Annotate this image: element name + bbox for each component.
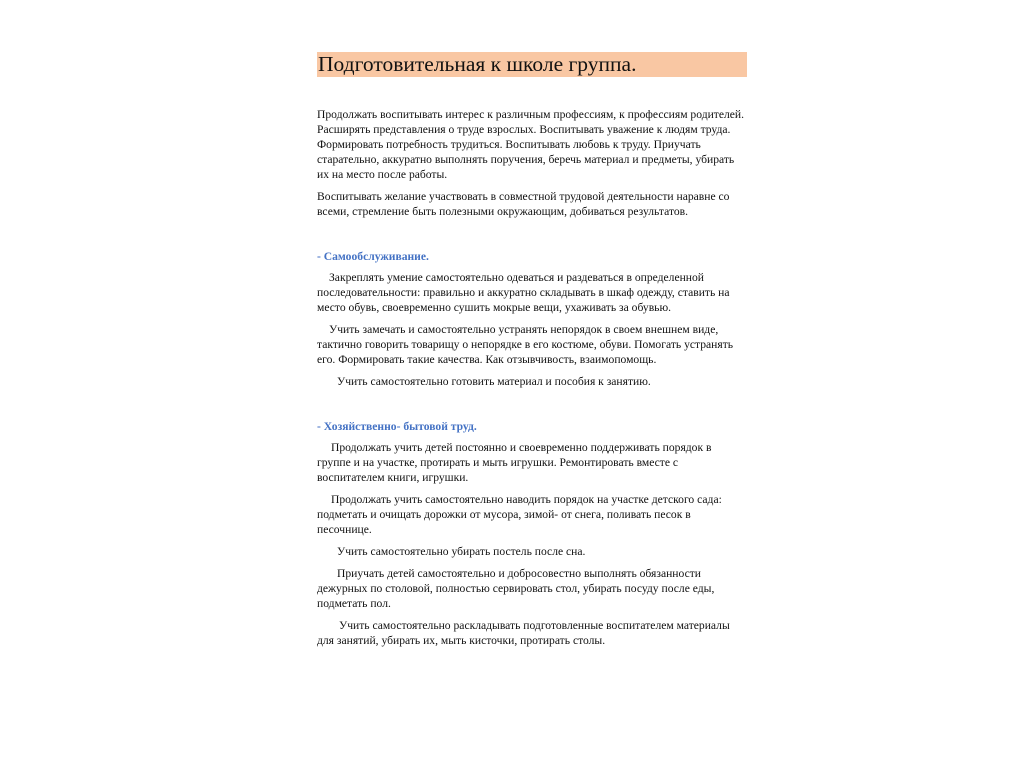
section-heading-household-labor: - Хозяйственно- бытовой труд. (317, 420, 477, 433)
section-paragraph: Учить замечать и самостоятельно устранять непорядок в своем внешнем виде, тактично говорить товарищу о непорядке в его костюме, обуви. Помогать устранять его. Формировать такие качества. Как отзывчивость, взаимопомощь. (317, 323, 734, 366)
section-paragraph: Учить самостоятельно готовить материал и пособия к занятию. (337, 375, 651, 388)
intro-paragraph-1: Продолжать воспитывать интерес к различным профессиям, к профессиям родителей. Расширять представления о труде взрослых. Воспитывать уважение к людям труда. Формировать потребность трудиться. Воспитывать любовь к труду. Приучать старательно, аккуратно выполнять поручения, беречь материал и предметы, убирать их на место после работы. (317, 108, 745, 181)
section-paragraph: Учить самостоятельно убирать постель после сна. (337, 545, 586, 558)
section-heading-self-service: - Самообслуживание. (317, 250, 429, 263)
section-paragraph: Закреплять умение самостоятельно одеваться и раздеваться в определенной последовательности: правильно и аккуратно складывать в шкаф одежду, ставить на место обувь, своевременно сушить мокрые вещи, ухаживать за обувью. (317, 271, 730, 314)
section-paragraph: Продолжать учить самостоятельно наводить порядок на участке детского сада: подметать и очищать дорожки от мусора, зимой- от снега, поливать песок в песочнице. (317, 493, 722, 536)
section-paragraph: Продолжать учить детей постоянно и своевременно поддерживать порядок в группе и на участке, протирать и мыть игрушки. Ремонтировать вместе с воспитателем книги, игрушки. (317, 441, 712, 484)
intro-paragraph-2: Воспитывать желание участвовать в совместной трудовой деятельности наравне со всеми, стремление быть полезными окружающим, добиваться результатов. (317, 190, 730, 218)
page-title: Подготовительная к школе группа. (317, 52, 747, 77)
section-paragraph: Приучать детей самостоятельно и добросовестно выполнять обязанности дежурных по столовой, полностью сервировать стол, убирать посуду после еды, подметать пол. (317, 567, 715, 610)
section-paragraph: Учить самостоятельно раскладывать подготовленные воспитателем материалы для занятий, убирать их, мыть кисточки, протирать столы. (317, 619, 730, 647)
document-page (317, 52, 747, 648)
